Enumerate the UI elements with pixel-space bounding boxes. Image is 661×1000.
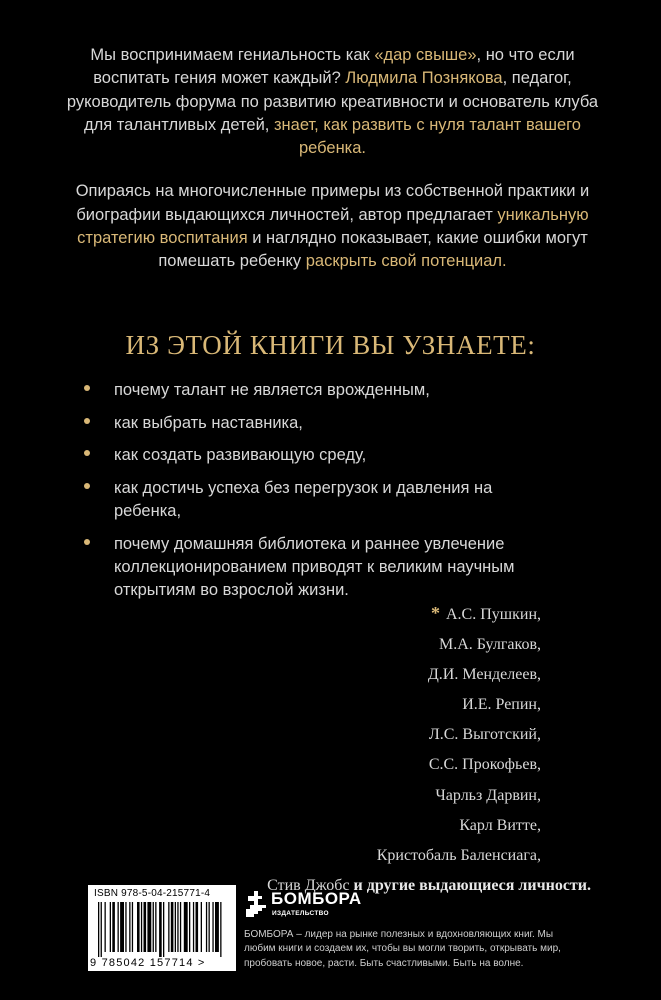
star-icon: * [431,603,440,623]
name-row: Кристобаль Баленсиага, [376,846,541,864]
intro-text [60,44,605,294]
bullet-icon [84,385,90,391]
intro-p1-seg: Мы воспринимаем гениальность как [90,46,375,64]
list-item [84,477,604,523]
list-item-text: почему домашняя библиотека и раннее увлечение коллекционированием приводят к великим научным открытиям во взрослой жизни. [114,535,515,600]
intro-p2-seg: и наглядно показывает, какие ошибки могут помешать ребенку [158,229,588,271]
bullet-icon [84,418,90,424]
publisher-name: БОМБОРА [271,889,362,908]
intro-p1-seg: , педагог, руководитель форума по развитию креативности и основатель клуба для талантливых детей, [66,69,599,134]
list-item-text: почему талант не является врожденным, [114,381,430,399]
bullet-icon [84,539,90,545]
publisher-sub: ИЗДАТЕЛЬСТВО [272,910,329,917]
list-item-text: как достичь успеха без перегрузок и давления на ребенка, [114,479,493,521]
list-item-text: как выбрать наставника, [114,413,303,432]
name-text: А.С. Пушкин, [446,606,541,623]
list-item-text: как создать развивающую среду, [114,446,367,465]
name-text-gold: выдающиеся личности. [419,876,591,894]
list-item [84,412,604,435]
bullet-icon [84,450,90,456]
intro-p1-seg: , но что если воспитать гения может каждый? [93,46,575,88]
name-row: М.А. Булгаков, [438,636,541,654]
author-name: Людмила Познякова [345,69,503,88]
intro-p1-highlight: «дар свыше» [374,46,477,64]
intro-p1-highlight: знает, как развить с нуля талант вашего ребенка. [273,115,581,158]
name-row: С.С. Прокофьев, [428,756,541,774]
intro-p2-seg: Опираясь на многочисленные примеры из собственной практики и биографии выдающихся личностей, автор предлагает [75,182,590,224]
intro-p2-highlight: уникальную стратегию воспитания [77,205,589,248]
name-row: И.Е. Репин, [462,696,541,714]
bombora-logo-icon [244,887,268,921]
name-row [267,598,541,630]
benefits-list [84,379,604,612]
publisher-description: БОМБОРА – лидер на рынке полезных и вдохновляющих книг. Мы любим книги и создаем их, чтобы вы могли творить, открывать мир, пробовать новое, расти. Быть счастливыми. Быть на волне. [244,929,561,969]
list-item [84,444,604,467]
list-item [84,533,604,603]
name-row: Карл Витте, [459,816,541,834]
name-row: Чарльз Дарвин, [435,786,541,804]
bullet-icon [84,483,90,489]
name-row: Л.С. Выготский, [428,726,541,744]
barcode-block [88,885,236,971]
publisher-logo [244,887,362,926]
name-text: Стив Джобс [267,876,354,894]
intro-paragraph-1 [60,44,605,160]
intro-paragraph-2 [60,180,605,273]
intro-p2-highlight: раскрыть свой потенциал. [305,252,507,271]
barcode-digits: 9 785042 157714 > [90,957,206,969]
name-text-bold: и другие [353,876,420,894]
list-item [84,379,604,402]
isbn-label: ISBN 978-5-04-215771-4 [94,888,211,899]
name-row: Д.И. Менделеев, [427,666,541,684]
section-heading: ИЗ ЭТОЙ КНИГИ ВЫ УЗНАЕТЕ: [125,330,536,360]
barcode-icon [94,902,230,957]
famous-people-list [267,598,591,901]
